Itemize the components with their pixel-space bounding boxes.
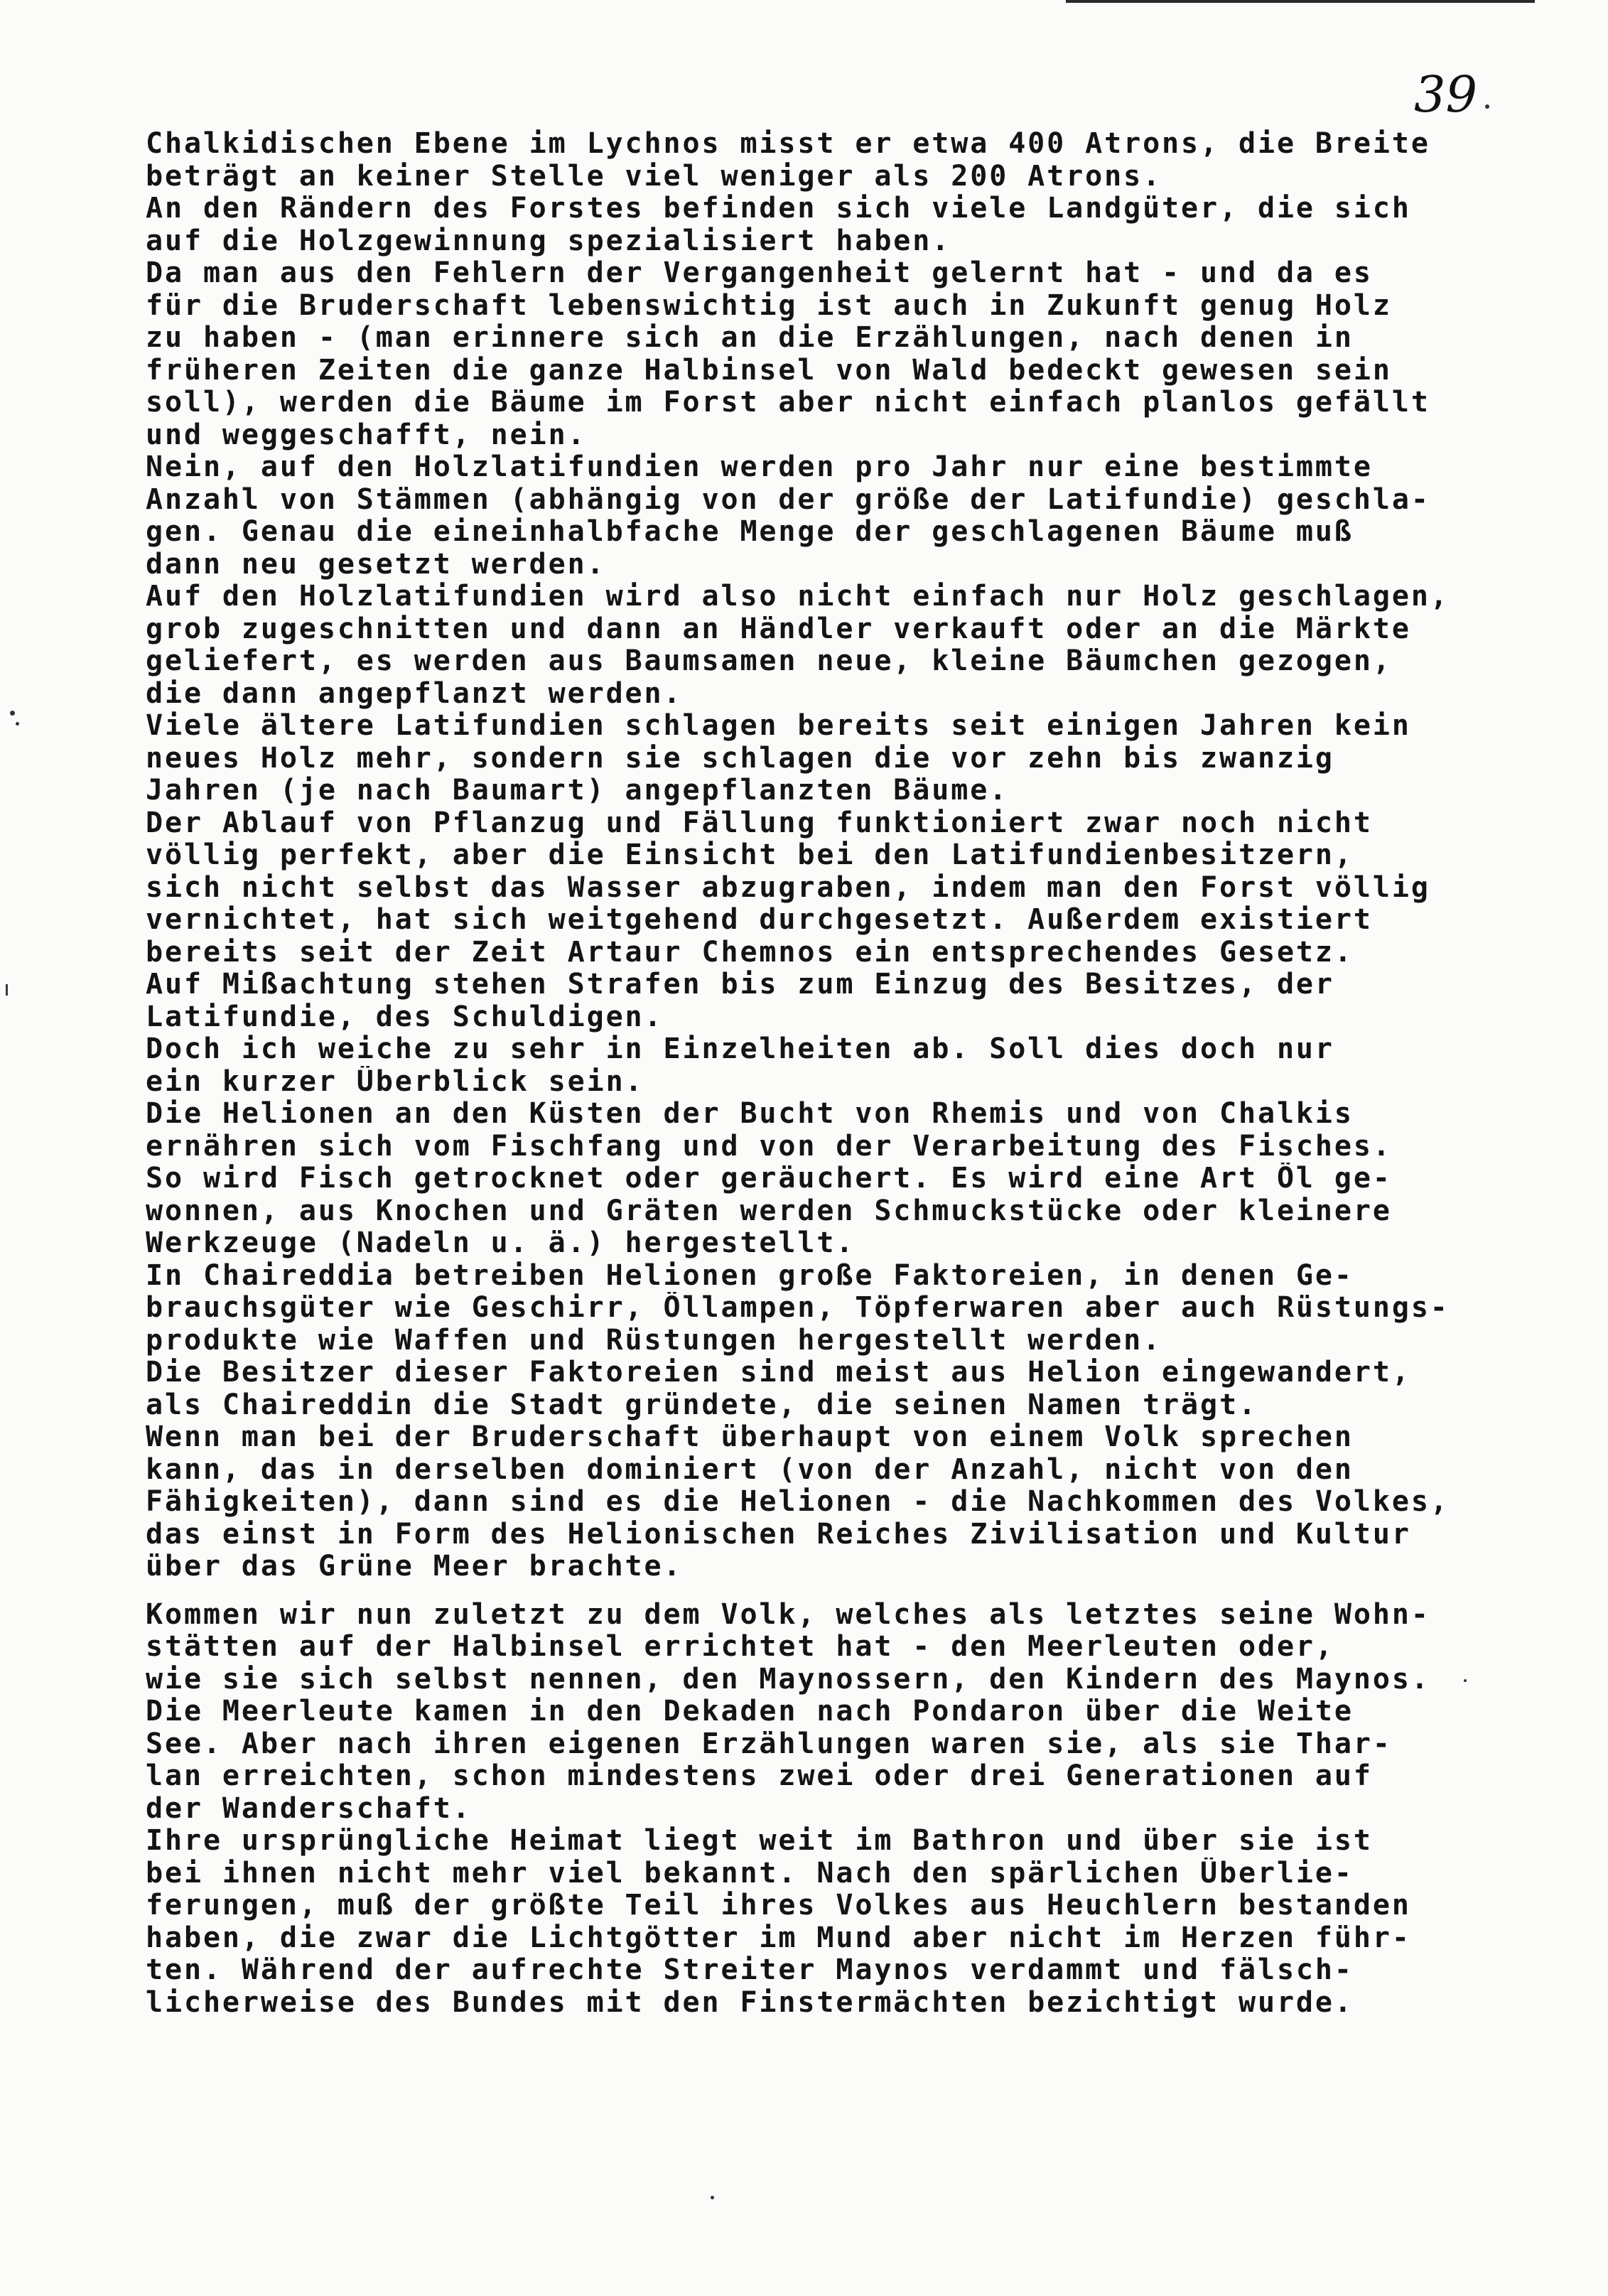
- page-number: 39: [1414, 65, 1478, 124]
- text-line: die dann angepflanzt werden.: [146, 677, 683, 710]
- paragraph: [146, 807, 1496, 1034]
- text-line: neues Holz mehr, sondern sie schlagen die vor zehn bis zwanzig: [146, 742, 1334, 775]
- paragraph: [146, 710, 1496, 807]
- text-line: kann, das in derselben dominiert (von der Anzahl, nicht von den: [146, 1453, 1354, 1486]
- text-line: dann neu gesetzt werden.: [146, 548, 606, 581]
- margin-dot: [711, 2196, 714, 2199]
- text-line: grob zugeschnitten und dann an Händler verkauft oder an die Märkte: [146, 613, 1411, 645]
- top-edge-rule: [1066, 0, 1535, 3]
- paragraph: [146, 128, 1496, 193]
- text-line: ferungen, muß der größte Teil ihres Volkes aus Heuchlern bestanden: [146, 1890, 1411, 1922]
- text-line: gen. Genau die eineinhalbfache Menge der geschlagenen Bäume muß: [146, 516, 1354, 548]
- text-line: brauchsgüter wie Geschirr, Öllampen, Töpferwaren aber auch Rüstungs-: [146, 1292, 1450, 1324]
- text-line: ernähren sich vom Fischfang und von der Verarbeitung des Fisches.: [146, 1130, 1392, 1163]
- text-line: Nein, auf den Holzlatifundien werden pro Jahr nur eine bestimmte: [146, 451, 1373, 483]
- text-line: bei ihnen nicht mehr viel bekannt. Nach den spärlichen Überlie-: [146, 1857, 1354, 1890]
- margin-dot: [1485, 104, 1489, 109]
- margin-tick: [6, 984, 8, 996]
- paragraph: [146, 1033, 1496, 1098]
- text-line: soll), werden die Bäume im Forst aber nicht einfach planlos gefällt: [146, 387, 1430, 419]
- text-line: zu haben - (man erinnere sich an die Erzählungen, nach denen in: [146, 322, 1354, 354]
- text-line: haben, die zwar die Lichtgötter im Mund aber nicht im Herzen führ-: [146, 1922, 1411, 1954]
- text-line: Jahren (je nach Baumart) angepflanzten Bäume.: [146, 775, 1009, 807]
- text-line: für die Bruderschaft lebenswichtig ist auch in Zukunft genug Holz: [146, 289, 1392, 322]
- text-line: völlig perfekt, aber die Einsicht bei den Latifundienbesitzern,: [146, 839, 1354, 871]
- text-line: bereits seit der Zeit Artaur Chemnos ein entsprechendes Gesetz.: [146, 936, 1354, 969]
- text-line: In Chaireddia betreiben Helionen große Faktoreien, in denen Ge-: [146, 1259, 1354, 1292]
- text-line: An den Rändern des Forstes befinden sich viele Landgüter, die sich: [146, 193, 1411, 225]
- text-line: Der Ablauf von Pflanzug und Fällung funktioniert zwar noch nicht: [146, 807, 1373, 839]
- paragraph: [146, 1421, 1496, 1583]
- text-line: Da man aus den Fehlern der Vergangenheit gelernt hat - und da es: [146, 257, 1373, 289]
- text-line: Latifundie, des Schuldigen.: [146, 1001, 664, 1033]
- text-line: Anzahl von Stämmen (abhängig von der größe der Latifundie) geschla-: [146, 483, 1430, 516]
- text-line: Ihre ursprüngliche Heimat liegt weit im Bathron und über sie ist: [146, 1825, 1373, 1857]
- text-line: ein kurzer Überblick sein.: [146, 1065, 644, 1098]
- text-line: stätten auf der Halbinsel errichtet hat - den Meerleuten oder,: [146, 1631, 1334, 1663]
- text-line: Viele ältere Latifundien schlagen bereits seit einigen Jahren kein: [146, 710, 1411, 742]
- text-line: geliefert, es werden aus Baumsamen neue, kleine Bäumchen gezogen,: [146, 645, 1392, 677]
- paragraph: [146, 1260, 1496, 1357]
- margin-dot: [1464, 1679, 1467, 1682]
- text-line: Doch ich weiche zu sehr in Einzelheiten ab. Soll dies doch nur: [146, 1033, 1334, 1065]
- paragraph: [146, 257, 1496, 451]
- paragraph: [146, 1599, 1496, 1696]
- text-line: produkte wie Waffen und Rüstungen hergestellt werden.: [146, 1324, 1162, 1357]
- margin-dot: [16, 722, 19, 726]
- text-line: als Chaireddin die Stadt gründete, die seinen Namen trägt.: [146, 1389, 1258, 1421]
- text-line: über das Grüne Meer brachte.: [146, 1551, 683, 1583]
- text-line: das einst in Form des Helionischen Reiches Zivilisation und Kultur: [146, 1518, 1411, 1551]
- margin-dot: [10, 711, 15, 716]
- text-line: Fähigkeiten), dann sind es die Helionen - die Nachkommen des Volkes,: [146, 1486, 1450, 1518]
- text-line: wonnen, aus Knochen und Gräten werden Schmuckstücke oder kleinere: [146, 1195, 1392, 1227]
- text-line: Chalkidischen Ebene im Lychnos misst er etwa 400 Atrons, die Breite: [146, 128, 1430, 160]
- paragraph: [146, 451, 1496, 581]
- text-line: lan erreichten, schon mindestens zwei oder drei Generationen auf: [146, 1760, 1373, 1792]
- text-line: licherweise des Bundes mit den Finstermächten bezichtigt wurde.: [146, 1986, 1354, 2019]
- text-line: Werkzeuge (Nadeln u. ä.) hergestellt.: [146, 1227, 856, 1259]
- text-line: ten. Während der aufrechte Streiter Maynos verdammt und fälsch-: [146, 1954, 1354, 1986]
- text-line: vernichtet, hat sich weitgehend durchgesetzt. Außerdem existiert: [146, 904, 1373, 936]
- text-line: Auf Mißachtung stehen Strafen bis zum Einzug des Besitzes, der: [146, 969, 1334, 1001]
- paragraph: [146, 1696, 1496, 1825]
- text-line: sich nicht selbst das Wasser abzugraben, indem man den Forst völlig: [146, 871, 1430, 904]
- text-line: beträgt an keiner Stelle viel weniger als 200 Atrons.: [146, 160, 1162, 193]
- paragraph: [146, 1098, 1496, 1260]
- text-line: früheren Zeiten die ganze Halbinsel von Wald bedeckt gewesen sein: [146, 354, 1392, 387]
- paragraph: [146, 1825, 1496, 2019]
- paragraph: [146, 581, 1496, 710]
- text-line: wie sie sich selbst nennen, den Maynossern, den Kindern des Maynos.: [146, 1663, 1430, 1696]
- text-line: Die Meerleute kamen in den Dekaden nach Pondaron über die Weite: [146, 1696, 1354, 1728]
- text-line: der Wanderschaft.: [146, 1792, 472, 1825]
- text-line: Kommen wir nun zuletzt zu dem Volk, welches als letztes seine Wohn-: [146, 1598, 1430, 1631]
- paragraph: [146, 193, 1496, 257]
- text-line: und weggeschafft, nein.: [146, 419, 587, 451]
- text-line: Die Besitzer dieser Faktoreien sind meist aus Helion eingewandert,: [146, 1357, 1411, 1389]
- paragraph: [146, 1357, 1496, 1421]
- text-line: See. Aber nach ihren eigenen Erzählungen waren sie, als sie Thar-: [146, 1728, 1392, 1760]
- text-line: Auf den Holzlatifundien wird also nicht einfach nur Holz geschlagen,: [146, 581, 1450, 613]
- text-line: Wenn man bei der Bruderschaft überhaupt von einem Volk sprechen: [146, 1421, 1354, 1453]
- text-line: auf die Holzgewinnung spezialisiert haben.: [146, 225, 951, 257]
- text-line: Die Helionen an den Küsten der Bucht von Rhemis und von Chalkis: [146, 1098, 1354, 1130]
- body-text: [146, 128, 1496, 2019]
- text-line: So wird Fisch getrocknet oder geräuchert. Es wird eine Art Öl ge-: [146, 1163, 1392, 1195]
